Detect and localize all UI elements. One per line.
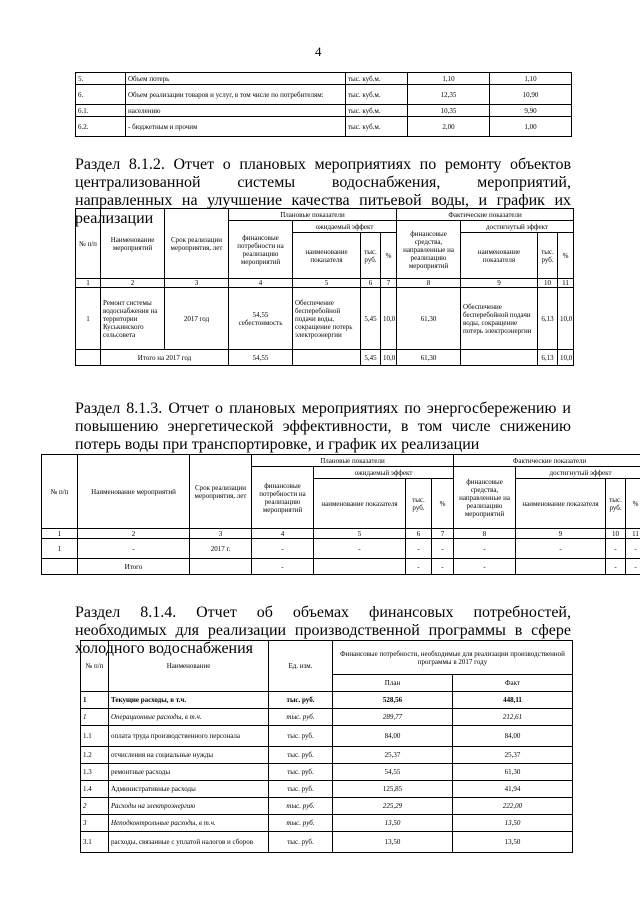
row-name: Объем потерь	[126, 73, 346, 85]
row-unit: тыс. руб.	[269, 764, 333, 781]
dash-cell: -	[626, 559, 640, 575]
row-fin-fact: 61,30	[397, 288, 461, 350]
colnum: 5	[314, 529, 406, 539]
row-term: 2017 год	[165, 288, 229, 350]
header-pct: %	[626, 479, 640, 529]
dash-cell: -	[252, 539, 314, 559]
row-name: Административные расходы	[109, 781, 269, 798]
table-row	[76, 85, 572, 105]
row-num: 1	[81, 692, 109, 709]
row-num: 1.1	[81, 726, 109, 747]
row-num: 1	[81, 709, 109, 726]
row-effect-fact: Обеспечение бесперебойной подачи воды, сокращение потерь электроэнергии	[461, 288, 538, 350]
row-fact: 25,37	[453, 747, 573, 764]
table-row	[81, 709, 573, 726]
header-fin-need: финансовые потребности на реализацию мероприятий	[229, 221, 293, 279]
header-pct: %	[432, 479, 454, 529]
colnum: 4	[229, 279, 293, 288]
colnum: 3	[190, 529, 252, 539]
colnum: 9	[516, 529, 606, 539]
row-unit: тыс. куб.м.	[346, 85, 408, 105]
dash-cell: -	[432, 539, 454, 559]
row-plan: 225,29	[333, 798, 453, 815]
total-row	[42, 559, 640, 575]
colnum: 9	[461, 279, 538, 288]
row-name: Расходы на электроэнергию	[109, 798, 269, 815]
row-value-fact: 1,10	[490, 73, 572, 85]
header-achieved: достигнутый эффект	[516, 467, 640, 479]
header-num: № п/п	[42, 455, 78, 529]
row-name: оплата труда производственного персонала	[109, 726, 269, 747]
column-numbers-row	[76, 279, 574, 288]
dash-cell: -	[516, 539, 606, 559]
colnum: 10	[606, 529, 626, 539]
table-row	[76, 73, 572, 85]
row-num: 3.1	[81, 832, 109, 853]
row-name: Операционные расходы, в т.ч.	[109, 709, 269, 726]
row-num: 5.	[76, 73, 126, 85]
row-num: 2	[81, 798, 109, 815]
row-plan: 13,50	[333, 832, 453, 853]
colnum: 1	[42, 529, 78, 539]
header-plan: Плановые показатели	[229, 209, 397, 221]
header-rub: тыс. руб.	[538, 233, 558, 279]
section-8-1-4-heading: Раздел 8.1.4. Отчет об объемах финансовых потребностей, необходимых для реализации производственной программы в сфере холодного водоснабжения	[75, 604, 571, 657]
header-fact: Фактические показатели	[454, 455, 640, 467]
total-label: Итого	[78, 559, 190, 575]
row-pct-fact: 10,0	[558, 288, 574, 350]
row-unit: тыс. руб.	[269, 709, 333, 726]
row-plan: 25,37	[333, 747, 453, 764]
row-value-plan: 1,10	[408, 73, 490, 85]
row-unit: тыс. руб.	[269, 815, 333, 832]
row-fact: 212,61	[453, 709, 573, 726]
colnum: 11	[558, 279, 574, 288]
colnum: 2	[101, 279, 165, 288]
row-num: 1.3	[81, 764, 109, 781]
colnum: 7	[432, 529, 454, 539]
colnum: 2	[78, 529, 190, 539]
dash-cell: -	[406, 559, 432, 575]
row-num: 1	[42, 539, 78, 559]
header-name: Наименование	[109, 641, 269, 692]
row-num: 6.	[76, 85, 126, 105]
dash-cell: -	[252, 559, 314, 575]
row-name: расходы, связанные с уплатой налогов и сборов	[109, 832, 269, 853]
table-row	[42, 539, 640, 559]
colnum: 6	[361, 279, 381, 288]
dash-cell: -	[606, 559, 626, 575]
header-expected: ожидаемый эффект	[314, 467, 454, 479]
header-plan: План	[333, 675, 453, 692]
header-pct: %	[558, 233, 574, 279]
colnum: 11	[626, 529, 640, 539]
header-indicator: наименование показателя	[516, 479, 606, 529]
total-row	[76, 350, 574, 366]
header-fin-sent: финансовые средства, направленные на реализацию мероприятий	[397, 221, 461, 279]
row-plan: 13,50	[333, 815, 453, 832]
row-plan: 84,00	[333, 726, 453, 747]
financial-needs-table	[80, 640, 573, 853]
row-unit: тыс. руб.	[269, 692, 333, 709]
row-num: 1	[76, 288, 101, 350]
row-value-plan: 12,35	[408, 85, 490, 105]
row-fin-plan: 54,55 себестоимость	[229, 288, 293, 350]
row-value-plan: 2,00	[408, 117, 490, 137]
row-unit: тыс. руб.	[269, 726, 333, 747]
row-num: 1.2	[81, 747, 109, 764]
total-rub-plan: 5,45	[361, 350, 381, 366]
total-fin-fact: 61,30	[397, 350, 461, 366]
row-term: 2017 г.	[190, 539, 252, 559]
repair-measures-table	[75, 208, 574, 366]
header-plan: Плановые показатели	[252, 455, 454, 467]
volumes-table	[75, 72, 572, 137]
total-pct-plan: 10,0	[381, 350, 397, 366]
header-indicator: наименование показателя	[293, 233, 361, 279]
row-plan: 54,55	[333, 764, 453, 781]
header-fact: Факт	[453, 675, 573, 692]
row-fact: 13,50	[453, 815, 573, 832]
header-unit: Ед. изм.	[269, 641, 333, 692]
page-number: 4	[315, 44, 322, 59]
header-name: Наименование мероприятий	[101, 209, 165, 279]
total-fin-plan: 54,55	[229, 350, 293, 366]
row-rub-plan: 5,45	[361, 288, 381, 350]
row-fact: 13,50	[453, 832, 573, 853]
header-indicator: наименование показателя	[314, 479, 406, 529]
header-fin: Финансовые потребности, необходимые для реализации производственной программы в 2017 году	[333, 641, 573, 675]
header-rub: тыс. руб.	[361, 233, 381, 279]
total-label: Итого на 2017 год	[101, 350, 229, 366]
colnum: 8	[397, 279, 461, 288]
colnum: 3	[165, 279, 229, 288]
dash-cell: -	[606, 539, 626, 559]
table-row	[81, 832, 573, 853]
row-unit: тыс. куб.м.	[346, 105, 408, 117]
row-name: -	[78, 539, 190, 559]
table-row	[76, 117, 572, 137]
dash-cell: -	[454, 539, 516, 559]
row-value-fact: 10,90	[490, 85, 572, 105]
header-fin-need: финансовые потребности на реализацию мероприятий	[252, 467, 314, 529]
row-name: населению	[126, 105, 346, 117]
row-unit: тыс. руб.	[269, 798, 333, 815]
header-term: Срок реализации мероприятия, лет	[165, 209, 229, 279]
row-plan: 125,85	[333, 781, 453, 798]
colnum: 1	[76, 279, 101, 288]
row-unit: тыс. куб.м.	[346, 117, 408, 137]
table-row	[81, 747, 573, 764]
dash-cell: -	[432, 559, 454, 575]
row-num: 6.2.	[76, 117, 126, 137]
section-8-1-3-heading: Раздел 8.1.3. Отчет о плановых мероприятиях по энергосбережению и повышению энергетической эффективности, в том числе снижению потерь воды при транспортировке, и график их реализации	[75, 400, 571, 453]
colnum: 6	[406, 529, 432, 539]
row-effect-plan: Обеспечение бесперебойной подачи воды, сокращение потерь электроэнергии	[293, 288, 361, 350]
colnum: 4	[252, 529, 314, 539]
row-fact: 222,00	[453, 798, 573, 815]
row-num: 6.1.	[76, 105, 126, 117]
header-indicator: наименование показателя	[461, 233, 538, 279]
table-row	[76, 105, 572, 117]
header-achieved: достигнутый эффект	[461, 221, 574, 233]
row-name: Ремонт системы водоснабжения на территории Куськинского сельсовета	[101, 288, 165, 350]
header-rub: тыс. руб.	[406, 479, 432, 529]
column-numbers-row	[42, 529, 640, 539]
header-rub: тыс. руб.	[606, 479, 626, 529]
header-num: № п/п	[76, 209, 101, 279]
row-name: - бюджетным и прочим	[126, 117, 346, 137]
colnum: 7	[381, 279, 397, 288]
table-row	[81, 798, 573, 815]
colnum: 10	[538, 279, 558, 288]
row-name: ремонтные расходы	[109, 764, 269, 781]
row-fact: 448,11	[453, 692, 573, 709]
header-num: № п/п	[81, 641, 109, 692]
row-name: Объем реализации товаров и услуг, в том числе по потребителям:	[126, 85, 346, 105]
row-plan: 528,56	[333, 692, 453, 709]
row-plan: 289,77	[333, 709, 453, 726]
table-row	[81, 781, 573, 798]
header-name: Наименование мероприятий	[78, 455, 190, 529]
row-value-fact: 1,00	[490, 117, 572, 137]
row-fact: 84,00	[453, 726, 573, 747]
row-unit: тыс. руб.	[269, 781, 333, 798]
energy-measures-table	[41, 454, 640, 575]
table-row	[81, 692, 573, 709]
table-row	[76, 288, 574, 350]
section-8-1-2-heading: Раздел 8.1.2. Отчет о плановых мероприятиях по ремонту объектов централизованной системы водоснабжения, мероприятий, направленных на улучшение качества питьевой воды, и график их реализации	[75, 156, 571, 227]
row-rub-fact: 6,13	[538, 288, 558, 350]
row-unit: тыс. руб.	[269, 747, 333, 764]
table-row	[81, 726, 573, 747]
row-num: 1.4	[81, 781, 109, 798]
header-pct: %	[381, 233, 397, 279]
total-rub-fact: 6,13	[538, 350, 558, 366]
dash-cell: -	[626, 539, 640, 559]
colnum: 5	[293, 279, 361, 288]
header-term: Срок реализации мероприятия, лет	[190, 455, 252, 529]
row-value-plan: 10,35	[408, 105, 490, 117]
colnum: 8	[454, 529, 516, 539]
row-fact: 61,30	[453, 764, 573, 781]
table-row	[81, 815, 573, 832]
row-fact: 41,94	[453, 781, 573, 798]
dash-cell: -	[406, 539, 432, 559]
table-row	[81, 764, 573, 781]
header-expected: ожидаемый эффект	[293, 221, 397, 233]
row-name: Текущие расходы, в т.ч.	[109, 692, 269, 709]
total-pct-fact: 10,0	[558, 350, 574, 366]
row-unit: тыс. руб.	[269, 832, 333, 853]
row-pct-plan: 10,0	[381, 288, 397, 350]
row-unit: тыс. куб.м.	[346, 73, 408, 85]
header-fin-sent: финансовые средства, направленные на реализацию мероприятий	[454, 467, 516, 529]
dash-cell: -	[454, 559, 516, 575]
row-num: 3	[81, 815, 109, 832]
row-name: Неподконтрольные расходы, в т.ч.	[109, 815, 269, 832]
row-name: отчисления на социальные нужды	[109, 747, 269, 764]
row-value-fact: 9,90	[490, 105, 572, 117]
header-fact: Фактические показатели	[397, 209, 574, 221]
dash-cell: -	[314, 539, 406, 559]
